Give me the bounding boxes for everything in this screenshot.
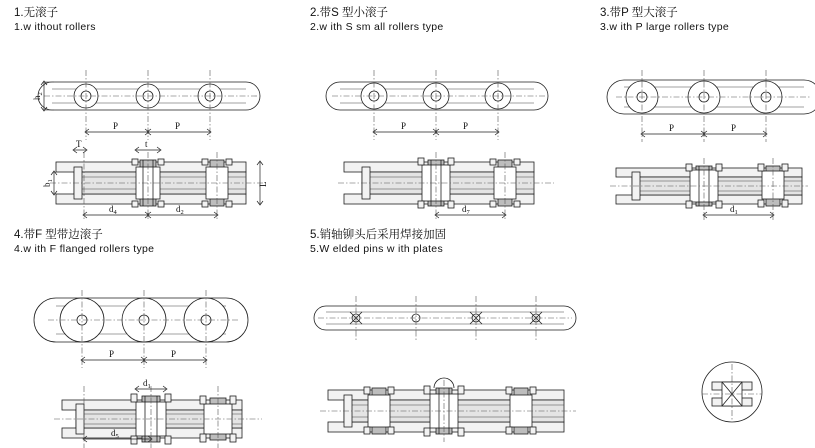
dim-d2: $d_2$ (176, 204, 184, 216)
panel-5-caption-cn: 5.销轴铆头后采用焊接加固 (310, 229, 447, 241)
panel-1-caption-cn: 1.无滚子 (14, 7, 59, 19)
panel-2-caption-cn: 2.带S 型小滚子 (310, 7, 388, 19)
panel-5-figure (310, 256, 600, 442)
panel-4-figure (14, 256, 294, 442)
welded-pin-detail-figure (692, 352, 772, 432)
panel-3-caption-en: 3.w ith P large rollers type (600, 21, 730, 33)
dim-p-2: P (171, 349, 177, 359)
dim-d1: $d_1$ (143, 378, 151, 390)
panel-3-caption-cn: 3.带P 型大滚子 (600, 7, 678, 19)
panel-4-caption (14, 228, 294, 256)
panel-2-caption-en: 2.w ith S sm all rollers type (310, 21, 444, 33)
panel-1-without-rollers (14, 6, 294, 216)
dim-p-1: P (109, 349, 115, 359)
dim-d4: $d_4$ (109, 204, 117, 216)
dim-p-2: P (175, 121, 181, 131)
panel-1-figure (14, 34, 294, 216)
dim-d5: $d_5$ (111, 428, 119, 440)
panel-2-caption (310, 6, 590, 34)
panel-1-caption-en: 1.w ithout rollers (14, 21, 96, 33)
panel-2-figure (310, 34, 590, 216)
dim-d1: $d_1$ (730, 204, 738, 216)
welded-pin-detail (692, 352, 772, 432)
panel-5-caption-en: 5.W elded pins w ith plates (310, 243, 443, 255)
dim-p-2: P (731, 123, 737, 133)
dim-d7: $d_7$ (462, 204, 470, 216)
panel-2-small-rollers (310, 6, 590, 216)
dim-b1: $b_1$ (42, 179, 54, 187)
dim-L: L (258, 181, 268, 187)
panel-5-caption (310, 228, 600, 256)
panel-4-flanged-rollers (14, 228, 294, 444)
panel-3-large-rollers (600, 6, 812, 216)
panel-3-caption (600, 6, 812, 34)
panel-4-caption-cn: 4.带F 型带边滚子 (14, 229, 103, 241)
dim-p-1: P (669, 123, 675, 133)
dim-p-2: P (463, 121, 469, 131)
dim-p-1: P (401, 121, 407, 131)
panel-1-caption (14, 6, 294, 34)
dim-p-1: P (113, 121, 119, 131)
panel-5-welded-pins (310, 228, 600, 444)
dim-t: t (145, 139, 148, 149)
dim-T: T (76, 139, 82, 149)
panel-3-figure (600, 34, 812, 216)
panel-4-caption-en: 4.w ith F flanged rollers type (14, 243, 155, 255)
dim-h2: $h_2$ (32, 92, 44, 100)
